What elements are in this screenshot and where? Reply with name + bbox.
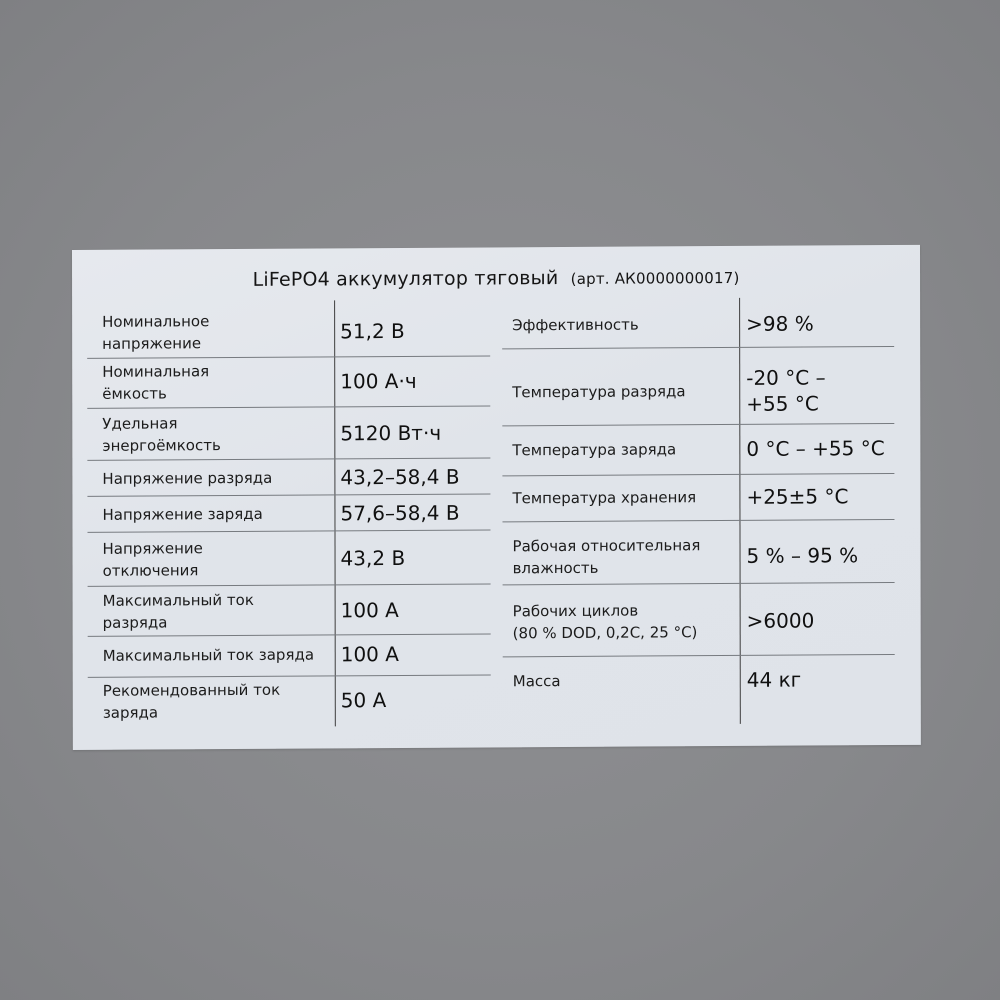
left-row-divider [88, 583, 491, 586]
left-param-name [102, 467, 272, 490]
param-name-line: Рабочая относительная [512, 536, 701, 556]
param-value-line: 50 А [340, 688, 387, 713]
left-row-divider [87, 529, 490, 532]
param-value-line: +25±5 °C [746, 484, 849, 509]
param-name-line: Максимальный ток заряда [102, 645, 315, 665]
param-name-line: Температура хранения [512, 488, 697, 508]
param-name-line: Номинальная [102, 362, 210, 381]
left-param-name [102, 503, 262, 526]
param-value-line: 51,2 В [340, 318, 405, 344]
right-param-value [746, 364, 825, 416]
right-param-name [513, 670, 561, 692]
right-param-name [512, 380, 685, 403]
left-param-name [102, 360, 209, 405]
param-value-line: 43,2–58,4 В [340, 464, 460, 490]
article-number: (арт. АК0000000017) [570, 268, 740, 288]
param-name-line: Рабочих циклов [512, 601, 639, 621]
right-row-divider [502, 423, 894, 426]
param-name-line: энергоёмкость [102, 436, 221, 455]
left-row-divider [87, 457, 490, 460]
left-row-divider [87, 355, 490, 358]
right-param-value [746, 435, 884, 462]
right-param-value [747, 667, 801, 693]
left-param-value [340, 368, 416, 394]
right-row-divider [502, 473, 894, 476]
right-param-name [512, 314, 639, 337]
param-name-line: разряда [102, 613, 168, 632]
param-name-line: Напряжение заряда [102, 504, 263, 524]
left-row-divider [88, 633, 491, 636]
param-value-line: 5 % – 95 % [746, 543, 859, 568]
param-name-line: отключения [102, 561, 199, 580]
param-value-line: >98 % [746, 311, 814, 336]
param-name-line: заряда [102, 703, 159, 722]
param-value-line: 44 кг [746, 667, 802, 692]
param-name-line: напряжение [102, 334, 202, 353]
title-text: LiFePO4 аккумулятор тяговый [252, 267, 559, 291]
right-column-divider [739, 298, 741, 724]
param-value-line: >6000 [746, 608, 815, 633]
param-name-line: Напряжение [102, 539, 203, 558]
param-name-line: Максимальный ток [102, 590, 254, 610]
param-value-line: 43,2 В [340, 545, 406, 571]
param-name-line: влажность [512, 558, 599, 578]
right-param-name [512, 438, 676, 461]
param-value-line: +55 °C [746, 391, 819, 416]
right-row-divider [502, 519, 894, 522]
left-param-value [341, 597, 399, 623]
left-row-divider [88, 674, 491, 677]
right-row-divider [503, 654, 895, 657]
left-row-divider [87, 405, 490, 408]
left-param-name [102, 412, 221, 457]
param-value-line: 100 А·ч [340, 368, 417, 394]
left-row-divider [87, 493, 490, 496]
right-param-value [746, 483, 848, 510]
left-param-value [341, 545, 406, 571]
param-value-line: 57,6–58,4 В [340, 500, 460, 526]
left-param-name [102, 310, 209, 355]
param-name-line: Температура разряда [512, 382, 686, 402]
right-param-value [746, 310, 814, 336]
left-param-name [103, 589, 254, 634]
param-name-line: Рекомендованный ток [102, 680, 281, 700]
param-name-line: (80 % DOD, 0,2C, 25 °C) [512, 623, 698, 643]
left-param-value [340, 318, 405, 344]
param-value-line: 100 А [340, 642, 399, 667]
param-name-line: ёмкость [102, 384, 167, 403]
left-param-value [340, 464, 459, 491]
param-name-line: Эффективность [512, 315, 639, 335]
right-param-value [747, 542, 859, 569]
left-param-value [341, 641, 399, 667]
label-title [72, 265, 920, 292]
right-param-value [747, 607, 815, 633]
param-name-line: Напряжение разряда [102, 468, 273, 488]
right-row-divider [502, 346, 894, 349]
left-param-value [341, 687, 387, 713]
param-value-line: 5120 Вт·ч [340, 420, 442, 446]
left-param-name [103, 679, 280, 724]
param-name-line: Масса [512, 672, 561, 691]
spec-label [72, 245, 921, 750]
right-param-name [512, 486, 696, 509]
right-param-name [513, 534, 701, 579]
param-value-line: -20 °C – [746, 365, 826, 390]
left-param-name [103, 537, 203, 582]
param-name-line: Удельная [102, 414, 178, 433]
right-row-divider [503, 582, 895, 585]
param-name-line: Температура заряда [512, 440, 677, 460]
right-param-name [513, 599, 698, 644]
left-param-name [103, 644, 314, 667]
left-param-value [340, 420, 441, 447]
left-column-divider [334, 300, 336, 726]
param-name-line: Номинальное [102, 312, 210, 331]
left-param-value [340, 500, 459, 527]
param-value-line: 0 °C – +55 °C [746, 436, 885, 461]
param-value-line: 100 А [340, 598, 399, 623]
